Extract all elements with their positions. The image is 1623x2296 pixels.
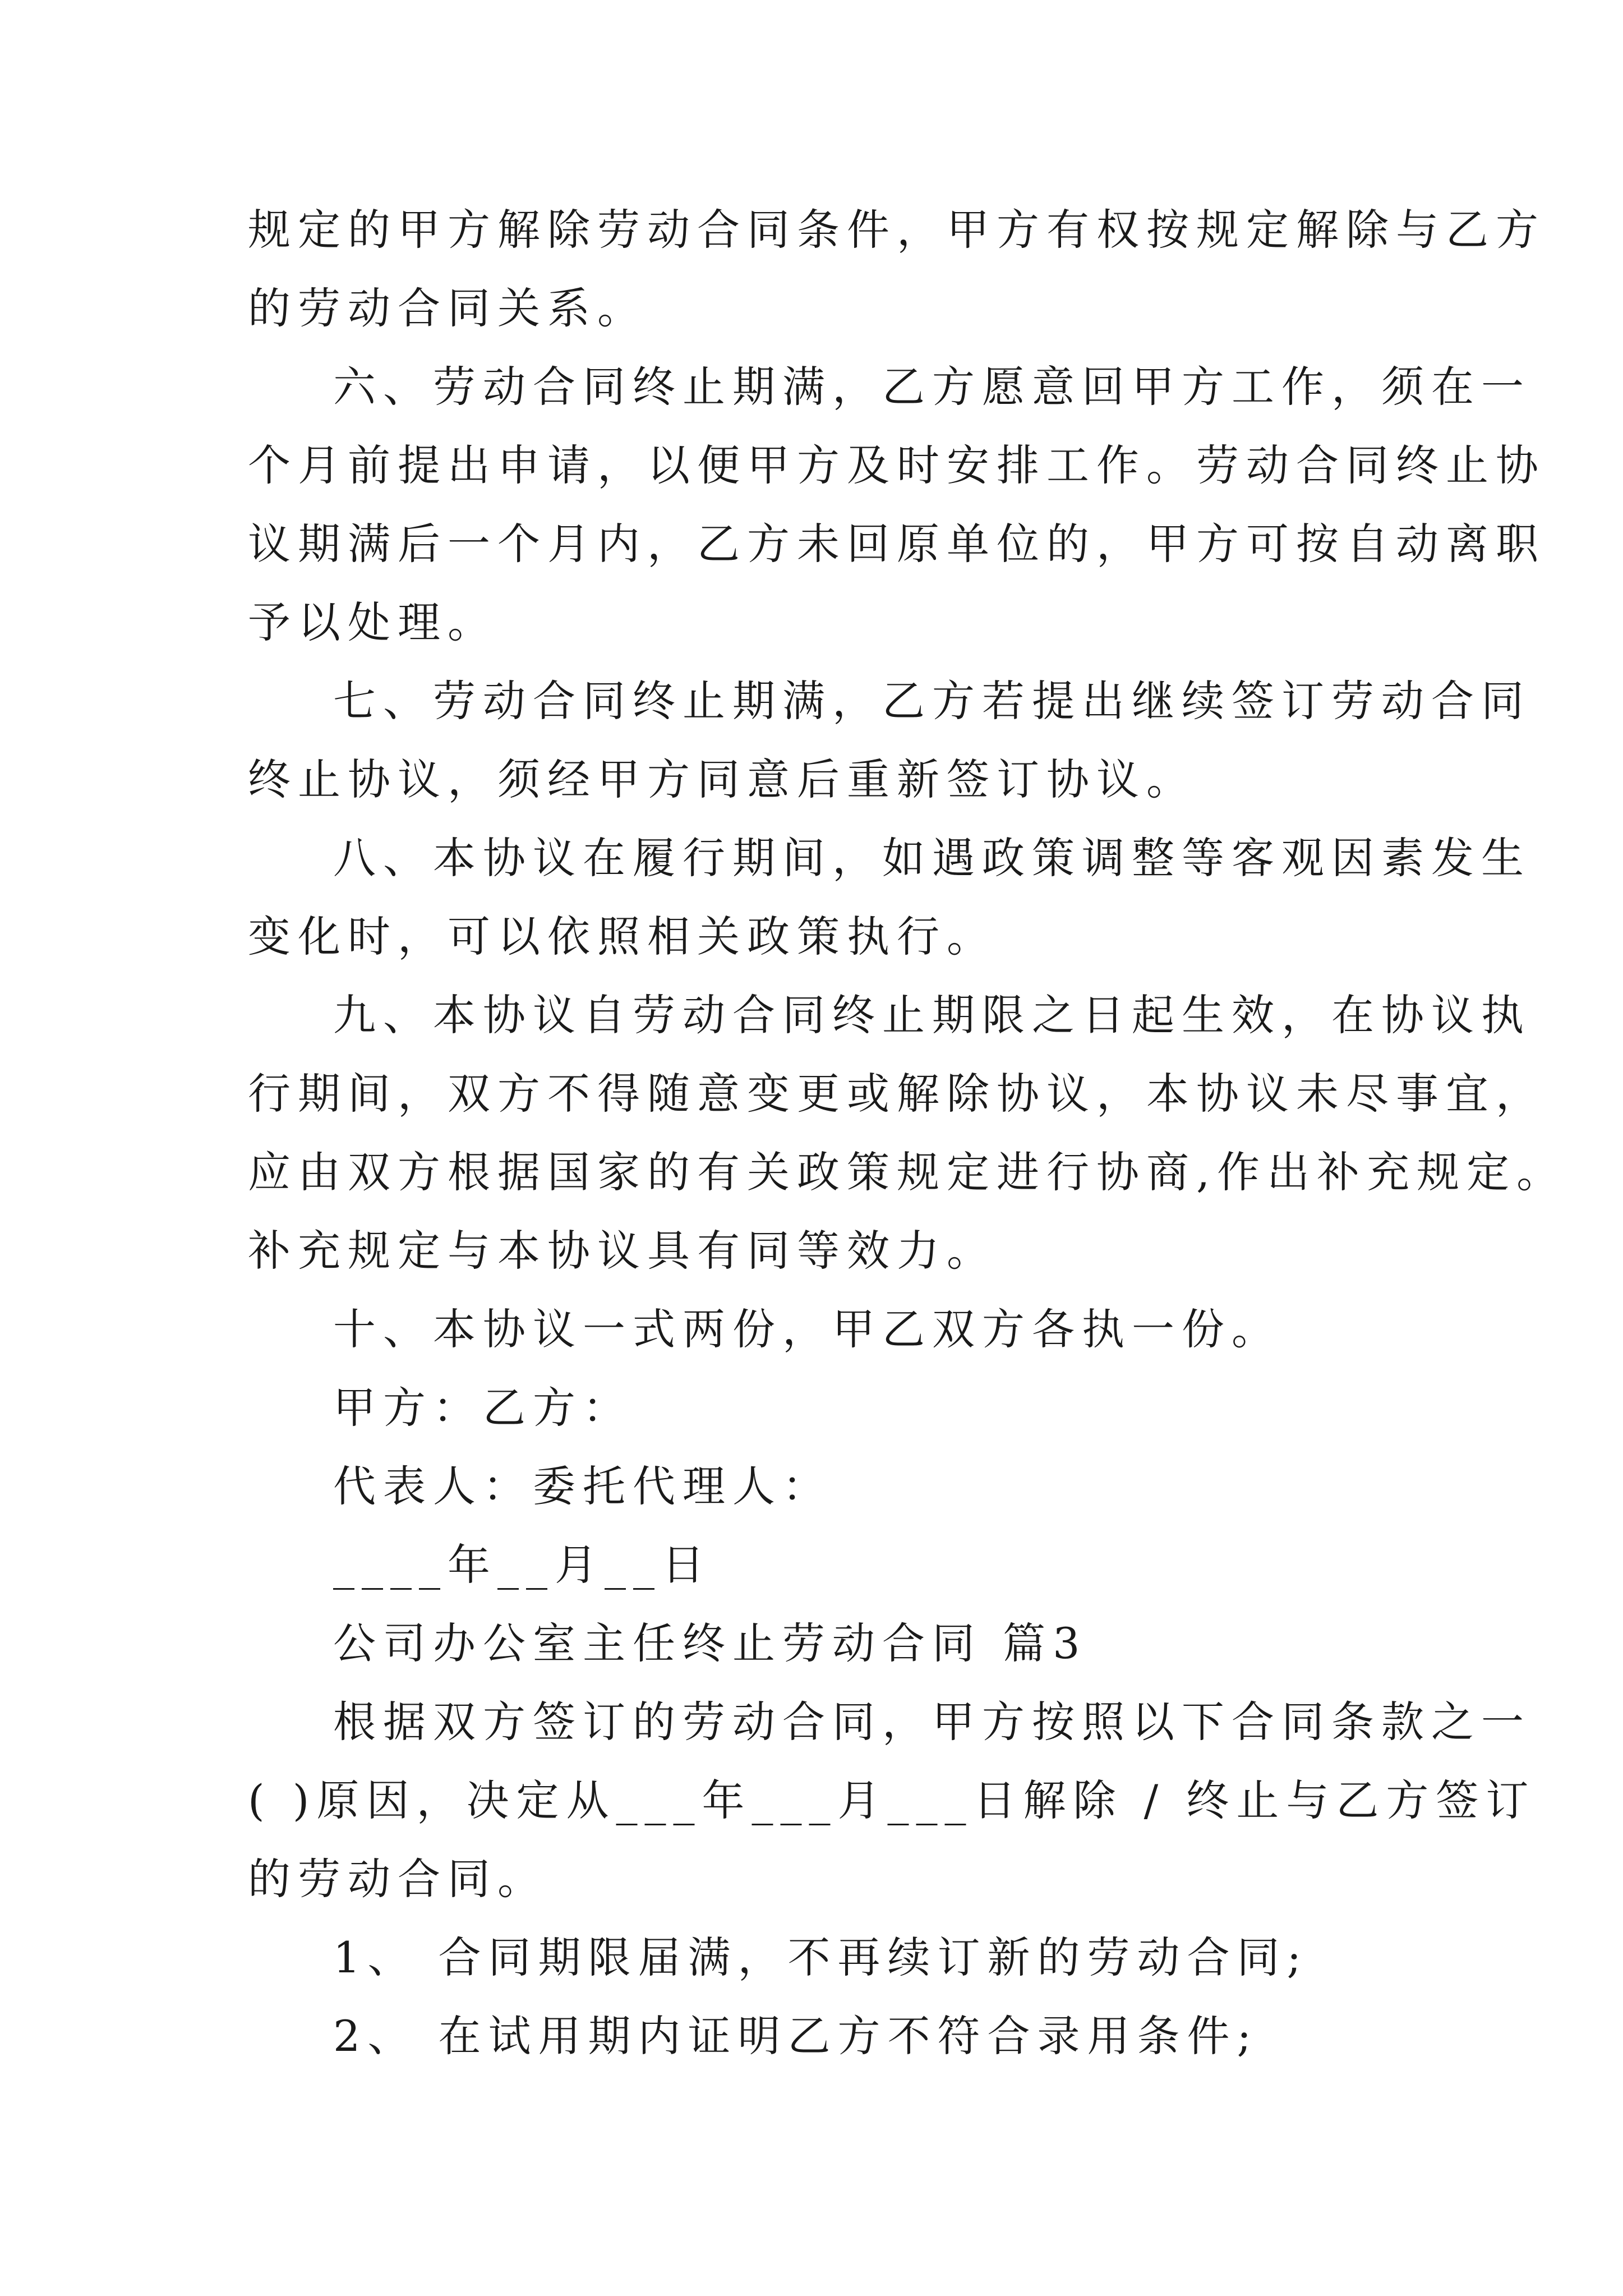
text-line: 个月前提出申请，以便甲方及时安排工作。劳动合同终止协 (248, 440, 1546, 490)
text-line: 终止协议，须经甲方同意后重新签订协议。 (248, 754, 1196, 804)
text-line: ( )原因，决定从___年___月___日解除 / 终止与乙方签订 (248, 1775, 1536, 1825)
text-line: 2、 在试用期内证明乙方不符合录用条件; (333, 2011, 1259, 2061)
text-line: 根据双方签订的劳动合同，甲方按照以下合同条款之一 (333, 1697, 1531, 1747)
text-line: 十、本协议一式两份，甲乙双方各执一份。 (333, 1304, 1281, 1354)
text-line: 的劳动合同。 (248, 1854, 547, 1904)
text-line: 八、本协议在履行期间，如遇政策调整等客观因素发生 (333, 833, 1531, 883)
text-line: 九、本协议自劳动合同终止期限之日起生效，在协议执 (333, 990, 1531, 1040)
text-line: 予以处理。 (248, 597, 497, 647)
text-line: ____年__月__日 (333, 1540, 712, 1590)
text-line: 行期间，双方不得随意变更或解除协议，本协议未尽事宜， (248, 1069, 1546, 1119)
text-line: 甲方：乙方： (333, 1383, 633, 1433)
text-line: 公司办公室主任终止劳动合同 篇3 (333, 1618, 1087, 1668)
text-line: 1、 合同期限届满，不再续订新的劳动合同; (333, 1932, 1309, 1982)
text-line: 补充规定与本协议具有同等效力。 (248, 1226, 997, 1276)
text-line: 规定的甲方解除劳动合同条件，甲方有权按规定解除与乙方 (248, 205, 1546, 255)
document-body (248, 191, 1567, 2076)
text-line: 应由双方根据国家的有关政策规定进行协商,作出补充规定。 (248, 1147, 1567, 1197)
text-line: 七、劳动合同终止期满，乙方若提出继续签订劳动合同 (333, 676, 1531, 726)
text-line: 变化时，可以依照相关政策执行。 (248, 912, 997, 961)
text-line: 的劳动合同关系。 (248, 283, 647, 333)
text-line: 六、劳动合同终止期满，乙方愿意回甲方工作，须在一 (333, 362, 1531, 412)
text-line: 议期满后一个月内，乙方未回原单位的，甲方可按自动离职 (248, 519, 1546, 569)
text-line: 代表人：委托代理人： (333, 1461, 832, 1511)
